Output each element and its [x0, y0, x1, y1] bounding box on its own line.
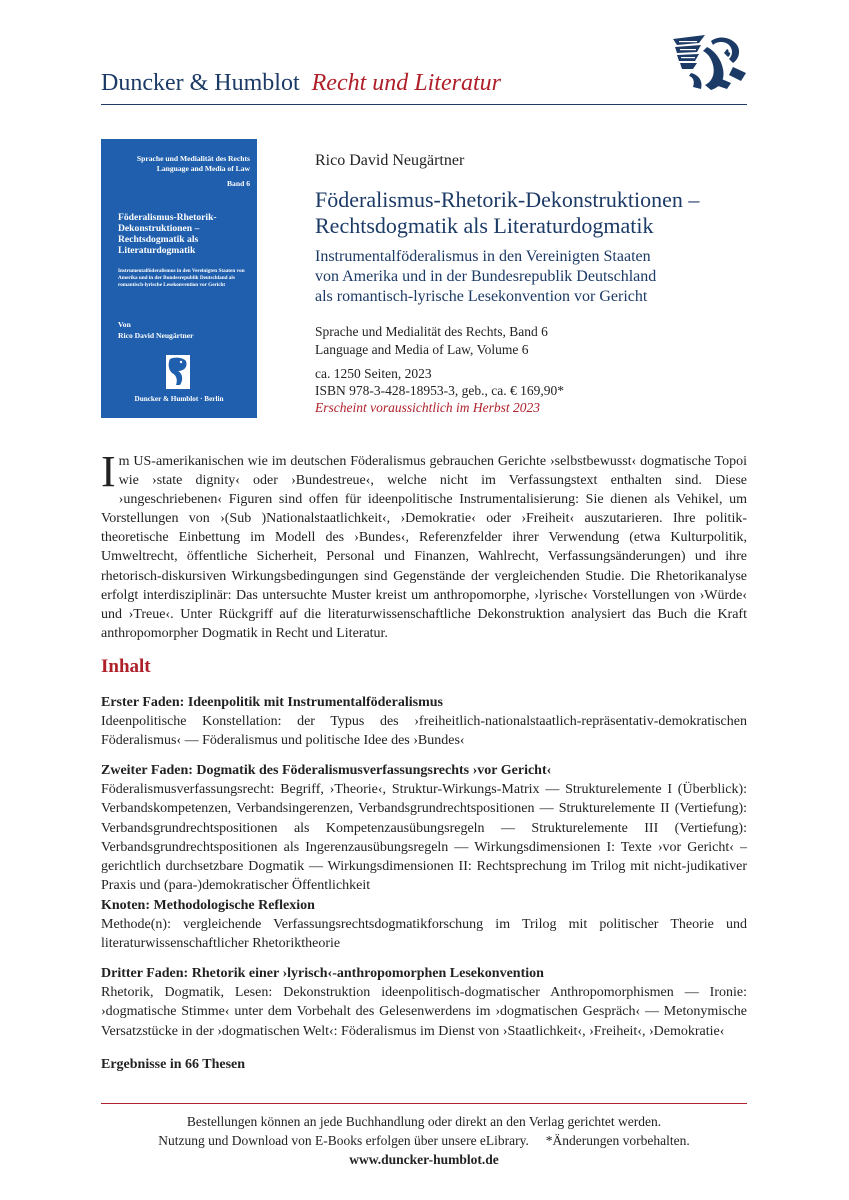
publisher-name: Duncker & Humblot	[101, 70, 300, 96]
book-title-line-2: Rechtsdogmatik als Literaturdogmatik	[315, 213, 654, 238]
toc-section-1	[101, 693, 747, 750]
cover-series-de: Sprache und Medialität des Rechts	[136, 154, 250, 163]
toc-section-2-heading: Zweiter Faden: Dogmatik des Föderalismusverfassungsrechts ›vor Gericht‹	[101, 763, 552, 779]
page-footer	[101, 1112, 747, 1169]
cover-band: Band 6	[226, 179, 250, 188]
cover-subtitle: Instrumentalföderalismus in den Vereinigten Staaten von Amerika und in der Bundesrepublik Deutschland als romantisch-lyrische Lesekonvention vor Gericht	[118, 268, 245, 288]
eagle-logo-icon	[671, 33, 748, 91]
book-isbn-price: ISBN 978-3-428-18953-3, geb., ca. € 169,90*	[315, 383, 564, 398]
toc-section-3-text: Methode(n): vergleichende Verfassungsrechtsdogmatikforschung im Trilog mit politischer Theorie und literaturwissenschaftlicher Rhetoriktheorie	[101, 917, 747, 952]
book-series-de: Sprache und Medialität des Rechts, Band 6	[315, 324, 548, 339]
series-name: Recht und Literatur	[311, 70, 501, 96]
footer-order-note: Bestellungen können an jede Buchhandlung oder direkt an den Verlag gerichtet werden.	[186, 1114, 662, 1129]
toc-results: Ergebnisse in 66 Thesen	[101, 1056, 246, 1072]
cover-series-en: Language and Media of Law	[156, 164, 250, 173]
publication-note: Erscheint voraussichtlich im Herbst 2023	[315, 400, 540, 415]
abstract-text: m US-amerikanischen wie im deutschen Föderalismus gebrauchen Gerichte ›selbstbewusst‹ dogmatische Topoi wie ›state dignity‹ oder ›Bundestreue‹, welche nicht im Verfassungstext enthalten sind. Diese ›ungeschriebenen‹ Figuren sind offen für ideenpolitische Instrumentalisierung: Sie dienen als Vehikel, um Vorstellungen von ›(Sub )Nationalstaatlichkeit‹, ›Demokratie‹ oder ›Freiheit‹ auszutarieren. Ihre politik-theoretische Einbettung im Modell des ›Bundes‹, Referenzfelder ihrer Verwendung (etwa Kulturpolitik, Umweltrecht, öffentliche Sicherheit, Personal und Finanzen, Wahlrecht, Verfassungsänderungen) und ihre rhetorisch-diskursiven Wirkungsbedingungen sind Gegenstände der vergleichenden Studie. Die Rhetorikanalyse erfolgt interdisziplinär: Das untersuchte Muster kreist um anthropomorphe, ›lyrische‹ Vorstellungen von ›Würde‹ und ›Treue‹. Unter Rückgriff auf die literaturwissenschaftliche Dekonstruktion analysiert das Buch die Kraft anthropomorpher Dogmatik in Recht und Literatur.	[101, 454, 747, 641]
book-subtitle-line-1: Instrumentalföderalismus in den Vereinigten Staaten	[315, 248, 651, 265]
cover-publisher: Duncker & Humblot · Berlin	[134, 395, 224, 403]
toc-section-2-text: Föderalismusverfassungsrecht: Begriff, ›Theorie‹, Struktur-Wirkungs-Matrix — Strukturelemente I (Überblick): Verbandskompetenzen, Verbandsingerenzen, Verbandsgrundrechtspositionen — Strukturelemente II (Vertiefung): Verbandsgrundrechtspositionen als Kompetenzausübungsregeln — Strukturelemente III (Vertiefung): Verbandsgrundrechtspositionen als Ingerenzausübungsregeln — Wirkungsdimensionen I: Texte ›vor Gericht‹ – gerichtlich durchsetzbare Dogmatik — Wirkungsdimensionen II: Rechtsprechung im Trilog mit nicht-judikativer Praxis und (para-)demokratischer Öffentlichkeit	[101, 782, 747, 893]
toc-section-1-text: Ideenpolitische Konstellation: der Typus des ›freiheitlich-nationalstaatlich-repräsentativ-demokratischen Föderalismus‹ — Föderalismus und politische Idee des ›Bundes‹	[101, 714, 747, 749]
toc-section-4	[101, 964, 747, 1040]
toc-section-3-heading: Knoten: Methodologische Reflexion	[101, 897, 315, 913]
book-pages-year: ca. 1250 Seiten, 2023	[315, 366, 432, 381]
book-subtitle-line-3: als romantisch-lyrische Lesekonvention vor Gericht	[315, 288, 648, 305]
book-series-en: Language and Media of Law, Volume 6	[315, 342, 529, 357]
book-subtitle-line-2: von Amerika und in der Bundesrepublik Deutschland	[315, 268, 657, 285]
toc-section-1-heading: Erster Faden: Ideenpolitik mit Instrumentalföderalismus	[101, 695, 443, 710]
book-author: Rico David Neugärtner	[315, 152, 465, 169]
header-divider	[101, 104, 747, 105]
contents-heading: Inhalt	[101, 656, 151, 677]
cover-emblem-icon	[166, 355, 190, 389]
toc-section-2	[101, 761, 747, 895]
footer-ebook-note: Nutzung und Download von E-Books erfolgen über unsere eLibrary. *Änderungen vorbehalten.	[158, 1133, 690, 1148]
cover-series	[101, 154, 250, 174]
cover-von: Von	[118, 320, 131, 329]
page-header	[101, 68, 747, 98]
book-title	[315, 187, 755, 239]
abstract	[101, 447, 747, 643]
drop-cap: I	[101, 447, 116, 496]
cover-title: Föderalismus-Rhetorik-Dekonstruktionen – Rechtsdogmatik als Literaturdogmatik	[118, 212, 217, 256]
cover-author: Rico David Neugärtner	[118, 331, 194, 340]
table-of-contents	[101, 693, 747, 1074]
toc-section-4-text: Rhetorik, Dogmatik, Lesen: Dekonstruktion ideenpolitisch-dogmatischer Anthropomorphismen — Ironie: ›dogmatische Stimme‹ unter dem Vorbehalt des Gelesenwerdens im ›dogmatischen Gespräch‹ — Metonymische Versatzstücke in der ›dogmatischen Welt‹: Föderalismus im Dienst von ›Staatlichkeit‹, ›Freiheit‹, ›Demokratie‹	[101, 985, 747, 1039]
book-title-line-1: Föderalismus-Rhetorik-Dekonstruktionen –	[315, 187, 700, 212]
footer-divider	[101, 1103, 747, 1104]
toc-section-3	[101, 896, 747, 953]
toc-section-4-heading: Dritter Faden: Rhetorik einer ›lyrisch‹-anthropomorphen Lesekonvention	[101, 966, 544, 982]
book-series	[315, 323, 548, 359]
publisher-website-link[interactable]: www.duncker-humblot.de	[349, 1152, 499, 1167]
book-subtitle	[315, 247, 755, 307]
book-cover	[101, 139, 257, 418]
book-meta	[315, 365, 564, 416]
